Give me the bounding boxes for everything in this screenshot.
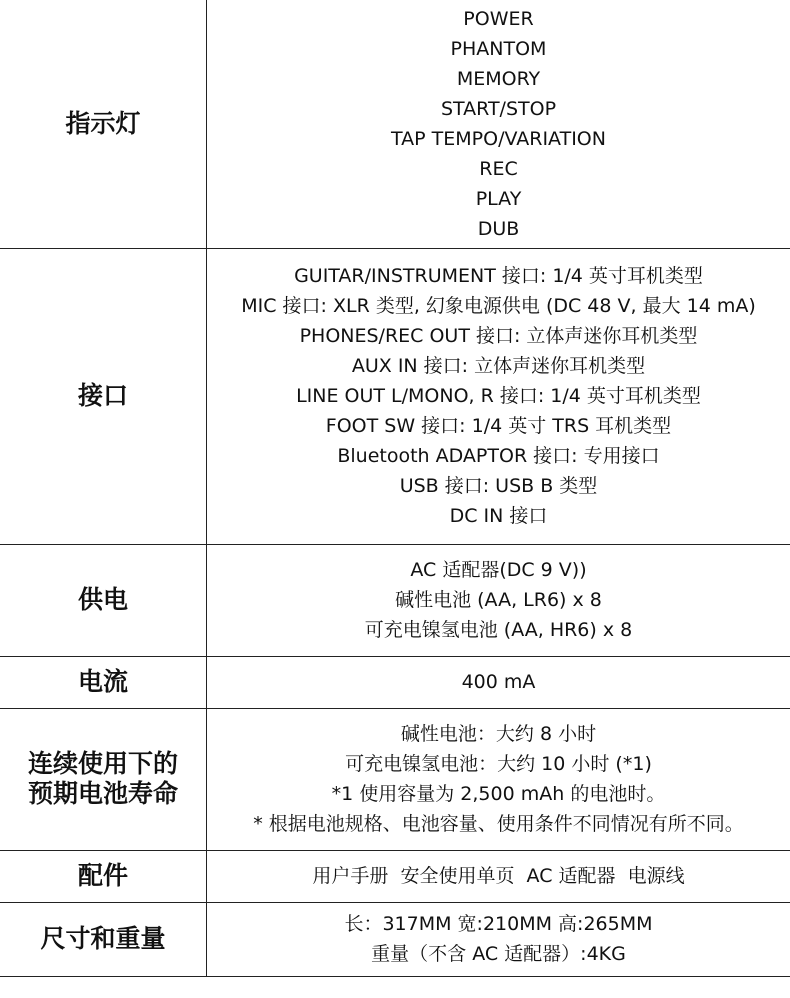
spec-value-line: MEMORY: [456, 67, 541, 90]
spec-value-line: 可充电镍氢电池 (AA, HR6) x 8: [364, 619, 633, 641]
spec-value-line: MIC 接口: XLR 类型, 幻象电源供电 (DC 48 V, 最大 14 mA): [241, 295, 756, 317]
spec-value-line: LINE OUT L/MONO, R 接口: 1/4 英寸耳机类型: [296, 385, 701, 407]
spec-value-line: * 根据电池规格、电池容量、使用条件不同情况有所不同。: [253, 813, 744, 835]
spec-value-line: USB 接口: USB B 类型: [399, 475, 598, 497]
spec-value-line: TAP TEMPO/VARIATION: [391, 127, 606, 150]
spec-value-line: PHANTOM: [450, 37, 547, 60]
spec-value-line: Bluetooth ADAPTOR 接口: 专用接口: [337, 445, 660, 467]
spec-label-battery-life: [0, 708, 207, 850]
spec-value-power: [207, 544, 790, 656]
spec-row-interface: [0, 248, 790, 544]
spec-label-interface: 接口: [0, 248, 207, 544]
spec-value-line: 可充电镍氢电池：大约 10 小时 (*1): [345, 753, 652, 775]
spec-value-current: [207, 656, 790, 708]
spec-label-power: 供电: [0, 544, 207, 656]
spec-label-line: 预期电池寿命: [27, 779, 178, 808]
spec-value-accessories: [207, 850, 790, 902]
spec-value-line: AC 适配器(DC 9 V)): [410, 559, 587, 581]
spec-value-line: AUX IN 接口: 立体声迷你耳机类型: [351, 355, 646, 377]
spec-label-size-weight: 尺寸和重量: [0, 902, 207, 976]
spec-row-current: [0, 656, 790, 708]
spec-label-indicator: 指示灯: [0, 0, 207, 248]
spec-value-line: 长：317MM 宽:210MM 高:265MM: [344, 913, 653, 935]
spec-value-line: FOOT SW 接口: 1/4 英寸 TRS 耳机类型: [325, 415, 672, 437]
spec-value-line: 碱性电池 (AA, LR6) x 8: [395, 589, 602, 611]
spec-label-line: 连续使用下的: [27, 749, 178, 778]
spec-row-size-weight: [0, 902, 790, 976]
spec-value-line: 400 mA: [461, 671, 536, 693]
spec-value-line: DUB: [477, 217, 520, 240]
spec-value-line: 碱性电池：大约 8 小时: [400, 723, 597, 745]
spec-value-line: *1 使用容量为 2,500 mAh 的电池时。: [331, 783, 666, 805]
spec-value-battery-life: [207, 708, 790, 850]
spec-value-indicator: [207, 0, 790, 248]
spec-row-power: [0, 544, 790, 656]
spec-row-battery-life: [0, 708, 790, 850]
spec-value-interface: [207, 248, 790, 544]
spec-value-size-weight: [207, 902, 790, 976]
spec-value-line: PHONES/REC OUT 接口: 立体声迷你耳机类型: [299, 325, 698, 347]
spec-value-line: DC IN 接口: [449, 505, 548, 527]
spec-value-line: GUITAR/INSTRUMENT 接口: 1/4 英寸耳机类型: [294, 265, 703, 287]
spec-value-line: PLAY: [475, 187, 522, 210]
spec-value-line: REC: [479, 157, 518, 180]
spec-label-current: 电流: [0, 656, 207, 708]
spec-value-line: START/STOP: [440, 97, 557, 120]
spec-row-indicator: [0, 0, 790, 248]
spec-value-line: 重量（不含 AC 适配器）:4KG: [371, 943, 626, 965]
spec-value-line: POWER: [463, 7, 534, 30]
spec-value-line: 用户手册 安全使用单页 AC 适配器 电源线: [312, 865, 685, 887]
spec-row-accessories: [0, 850, 790, 902]
spec-label-accessories: 配件: [0, 850, 207, 902]
